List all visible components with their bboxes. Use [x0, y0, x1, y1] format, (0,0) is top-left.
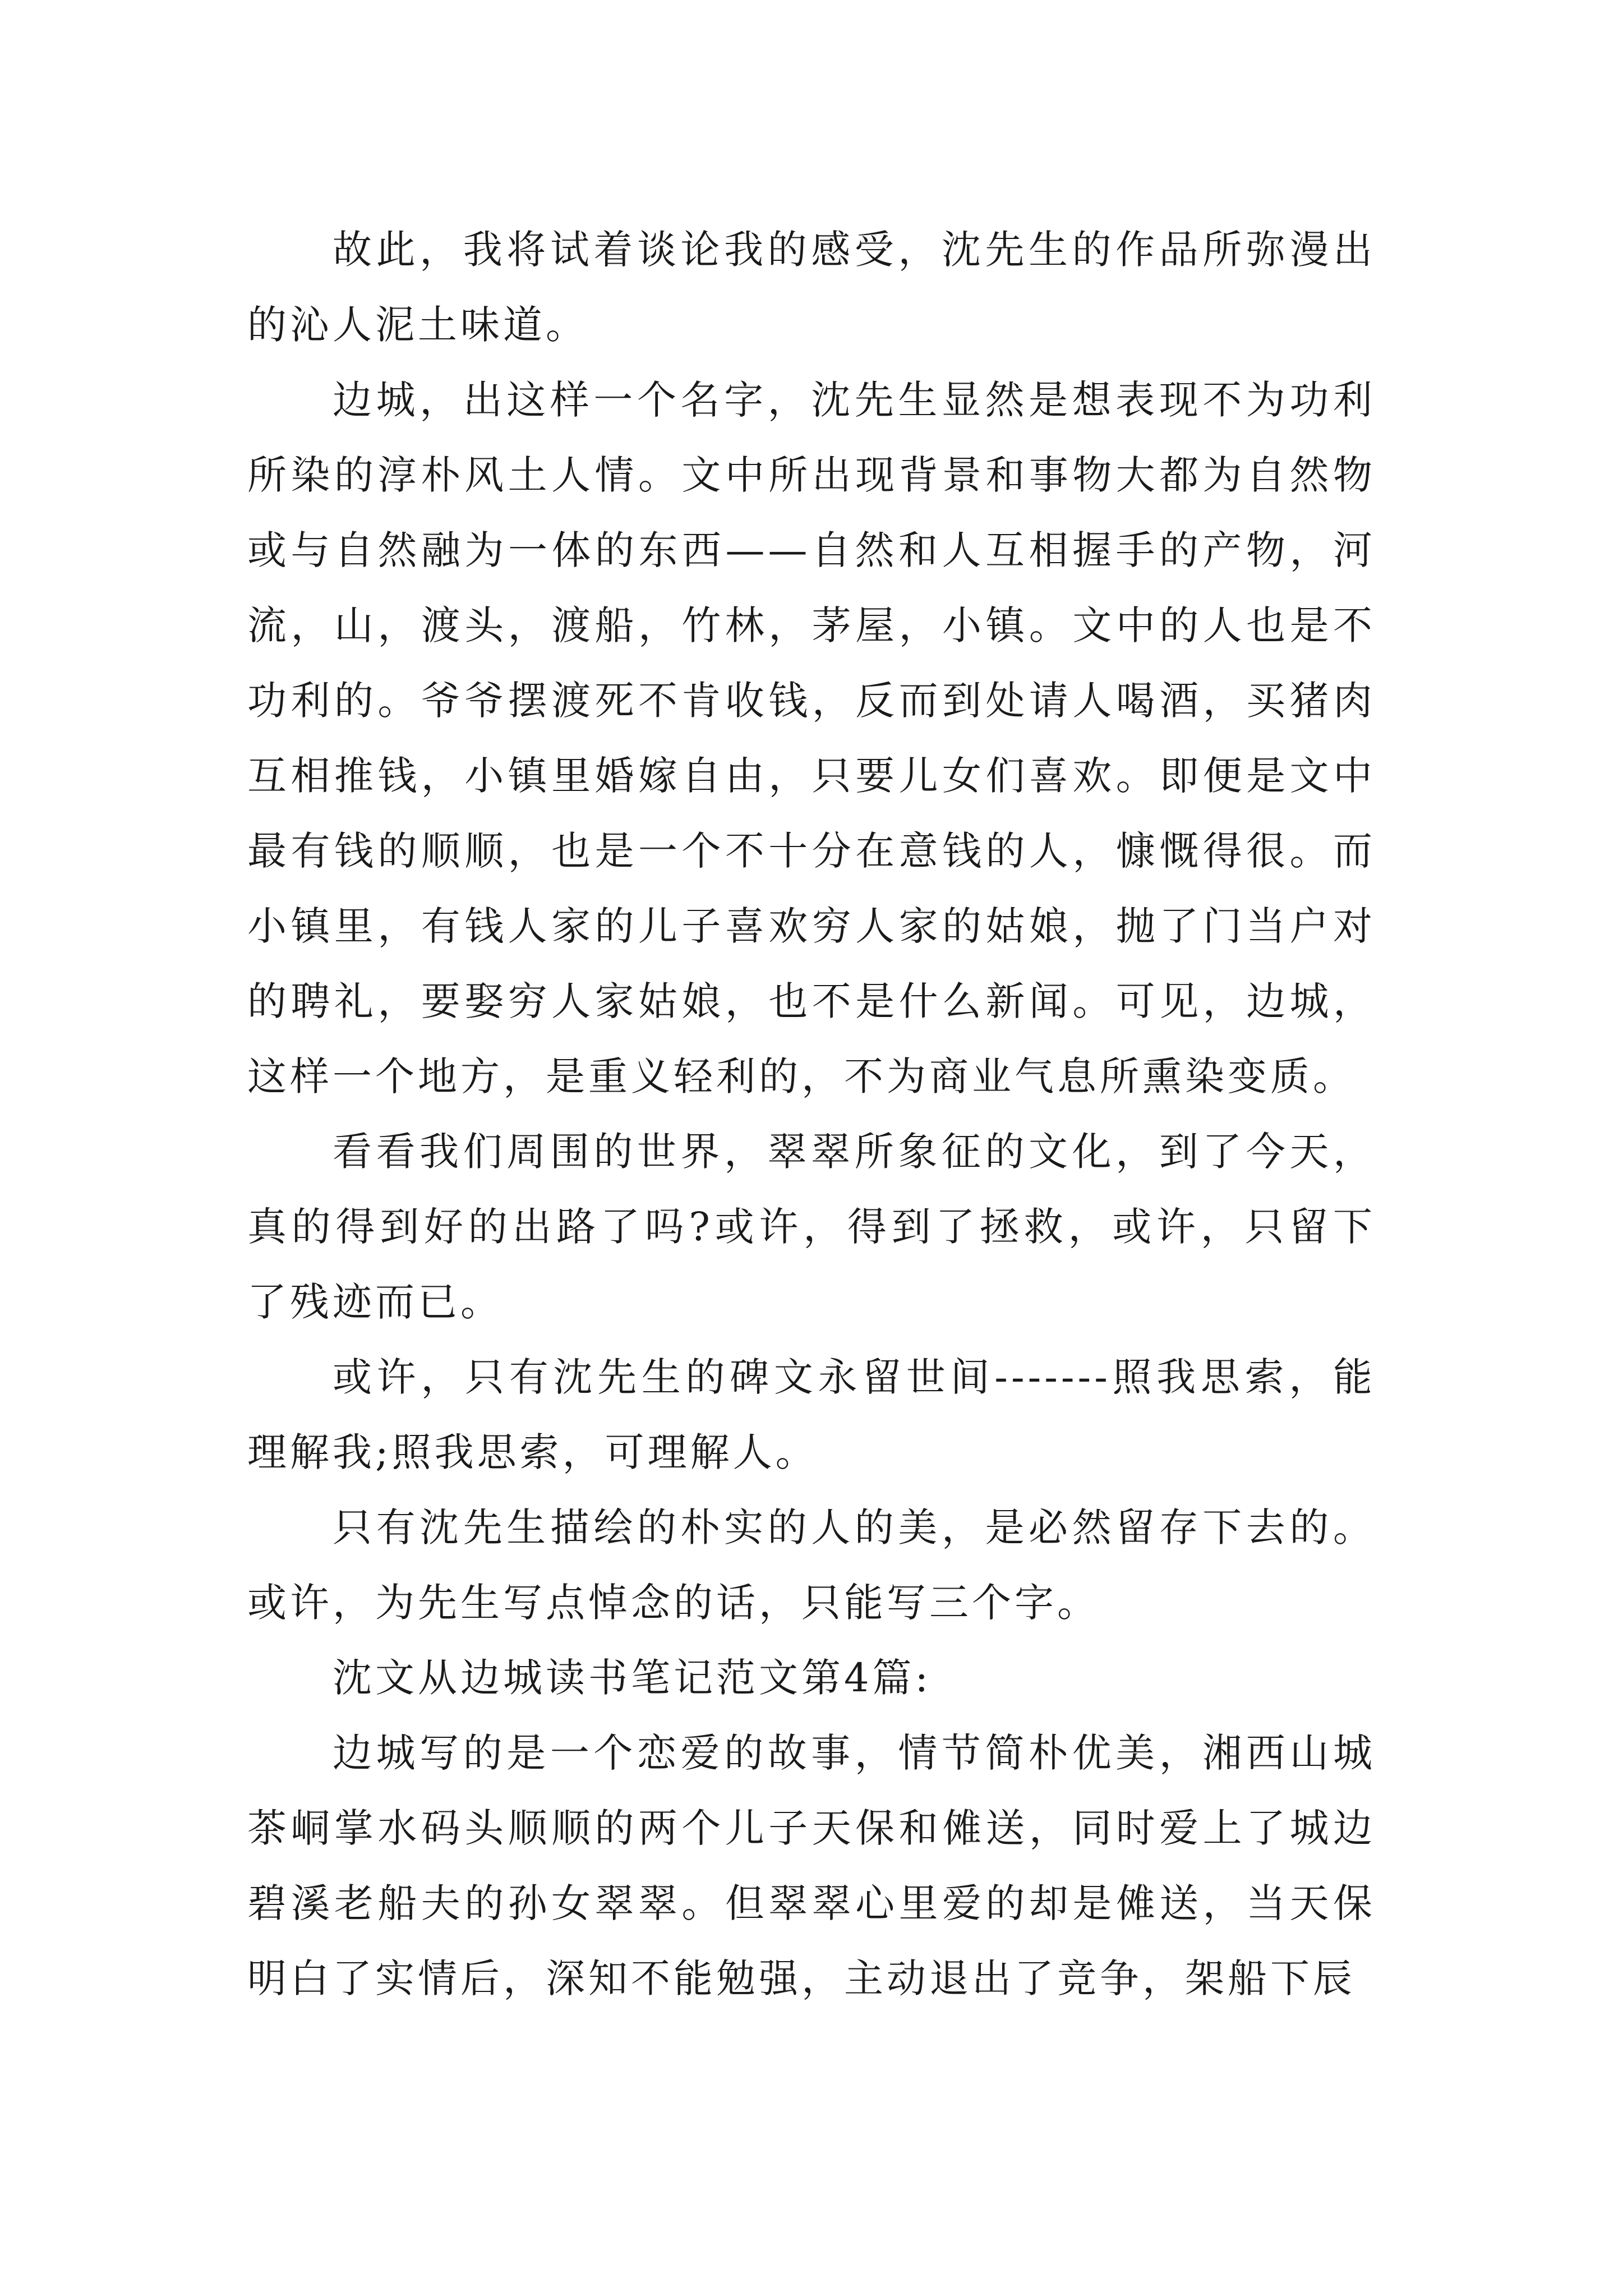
paragraph-3: 看看我们周围的世界，翠翠所象征的文化，到了今天，真的得到好的出路了吗?或许，得到了拯救，或许，只留下了残迹而已。	[247, 1129, 1376, 1325]
paragraph-6: 边城写的是一个恋爱的故事，情节简朴优美，湘西山城茶峒掌水码头顺顺的两个儿子天保和傩送，同时爱上了城边碧溪老船夫的孙女翠翠。但翠翠心里爱的却是傩送，当天保明白了实情后，深知不能勉强，主动退出了竞争，架船下辰	[247, 1730, 1376, 2001]
paragraph-2: 边城，出这样一个名字，沈先生显然是想表现不为功利所染的淳朴风土人情。文中所出现背景和事物大都为自然物或与自然融为一体的东西——自然和人互相握手的产物，河流，山，渡头，渡船，竹林，茅屋，小镇。文中的人也是不功利的。爷爷摆渡死不肯收钱，反而到处请人喝酒，买猪肉互相推钱，小镇里婚嫁自由，只要儿女们喜欢。即便是文中最有钱的顺顺，也是一个不十分在意钱的人，慷慨得很。而小镇里，有钱人家的儿子喜欢穷人家的姑娘，抛了门当户对的聘礼，要娶穷人家姑娘，也不是什么新闻。可见，边城，这样一个地方，是重义轻利的，不为商业气息所熏染变质。	[247, 377, 1376, 1099]
paragraph-1: 故此，我将试着谈论我的感受，沈先生的作品所弥漫出的沁人泥土味道。	[247, 227, 1376, 348]
paragraph-4: 或许，只有沈先生的碑文永留世间-------照我思索，能理解我;照我思索，可理解人。	[247, 1354, 1376, 1475]
section-heading: 沈文从边城读书笔记范文第4篇:	[333, 1655, 932, 1701]
paragraph-5: 只有沈先生描绘的朴实的人的美，是必然留存下去的。或许，为先生写点悼念的话，只能写三个字。	[247, 1504, 1376, 1626]
body-text	[247, 212, 1376, 2016]
